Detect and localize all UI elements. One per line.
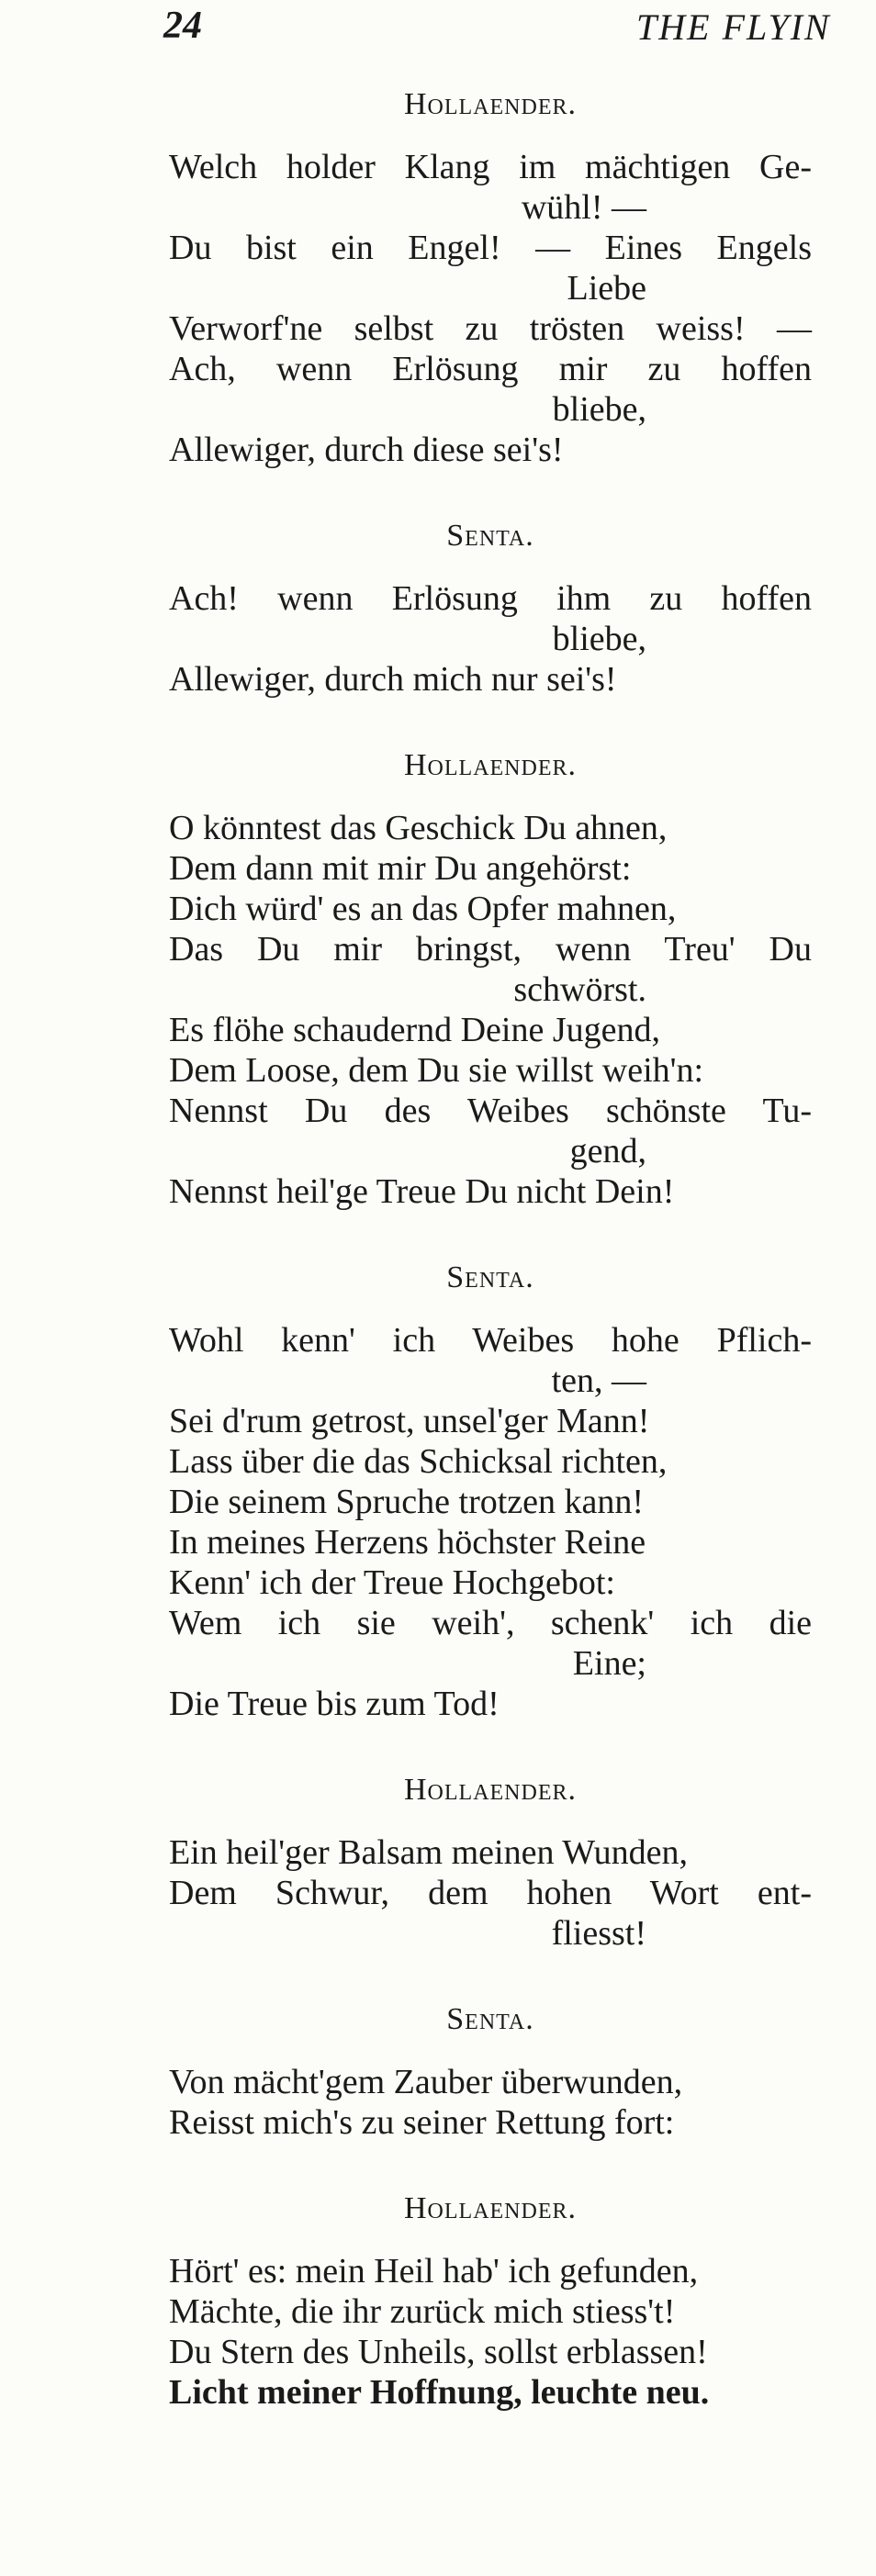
verse-line: O könntest das Geschick Du ahnen, [169,809,668,847]
verse-line: Die Treue bis zum Tod! [169,1685,500,1723]
verse-line: Nennst Du des Weibes schönste Tu- [169,1092,812,1130]
speaker-name: Hollaender. [403,748,578,782]
verse-line: Wohl kenn' ich Weibes hohe Pflich- [169,1321,812,1360]
verse-line-continuation: bliebe, [552,390,646,429]
dialogue-block [169,1770,812,1954]
verse-line-continuation: Liebe [567,269,646,308]
dialogue-block [169,516,812,700]
verse-line: Licht meiner Hoffnung, leuchte neu. [169,2373,710,2412]
verse-line-continuation: fliesst! [551,1914,646,1953]
verse-line-continuation: wühl! — [521,188,646,227]
verse-line: Die seinem Spruche trotzen kann! [169,1483,645,1521]
verse-line: Hört' es: mein Heil hab' ich gefunden, [169,2252,699,2290]
verse-line: In meines Herzens höchster Reine [169,1523,646,1562]
verse-line-continuation: bliebe, [552,620,646,658]
verse-line: Es flöhe schaudernd Deine Jugend, [169,1011,661,1049]
speaker-name: Senta. [446,519,534,553]
verse-line-continuation: gend, [569,1132,646,1170]
verse-line-continuation: schwörst. [513,970,646,1009]
dialogue-block [169,1258,812,1724]
speaker-name: Hollaender. [403,2191,578,2225]
verse-line: Reisst mich's zu seiner Rettung fort: [169,2103,675,2142]
dialogue-block [169,1999,812,2143]
verse-line: Mächte, die ihr zurück mich stiess't! [169,2292,676,2331]
verse-line: Dem Loose, dem Du sie willst weih'n: [169,1051,704,1090]
running-head [0,4,876,59]
verse-line: Ach! wenn Erlösung ihm zu hoffen [169,579,812,618]
verse-line: Dich würd' es an das Opfer mahnen, [169,890,677,928]
dialogue-block [169,2189,812,2413]
dialogue-block [169,84,812,470]
verse-line: Lass über die das Schicksal richten, [169,1442,668,1481]
verse-line-continuation: Eine; [572,1644,646,1683]
running-title: THE FLYIN [636,6,831,48]
verse-line: Ein heil'ger Balsam meinen Wunden, [169,1833,688,1872]
verse-line: Allewiger, durch diese sei's! [169,431,564,469]
verse-line: Du bist ein Engel! — Eines Engels [169,229,812,267]
speaker-name: Senta. [446,1260,534,1294]
page-number: 24 [163,5,202,47]
verse-line: Allewiger, durch mich nur sei's! [169,660,617,699]
verse-line: Kenn' ich der Treue Hochgebot: [169,1563,615,1602]
verse-line: Welch holder Klang im mächtigen Ge- [169,148,812,186]
dialogue-block [169,745,812,1212]
verse-line: Von mächt'gem Zauber überwunden, [169,2063,683,2101]
libretto-text [169,84,812,2458]
speaker-name: Hollaender. [403,87,578,121]
speaker-name: Hollaender. [403,1773,578,1807]
verse-line: Ach, wenn Erlösung mir zu hoffen [169,350,812,388]
speaker-name: Senta. [446,2002,534,2036]
verse-line: Wem ich sie weih', schenk' ich die [169,1604,812,1642]
verse-line: Das Du mir bringst, wenn Treu' Du [169,930,812,969]
verse-line: Sei d'rum getrost, unsel'ger Mann! [169,1402,650,1440]
verse-line: Dem Schwur, dem hohen Wort ent- [169,1874,812,1912]
verse-line: Nennst heil'ge Treue Du nicht Dein! [169,1172,675,1211]
verse-line: Dem dann mit mir Du angehörst: [169,849,632,888]
verse-line: Du Stern des Unheils, sollst erblassen! [169,2333,708,2371]
verse-line-continuation: ten, — [551,1361,646,1400]
verse-line: Verworf'ne selbst zu trösten weiss! — [169,309,812,348]
